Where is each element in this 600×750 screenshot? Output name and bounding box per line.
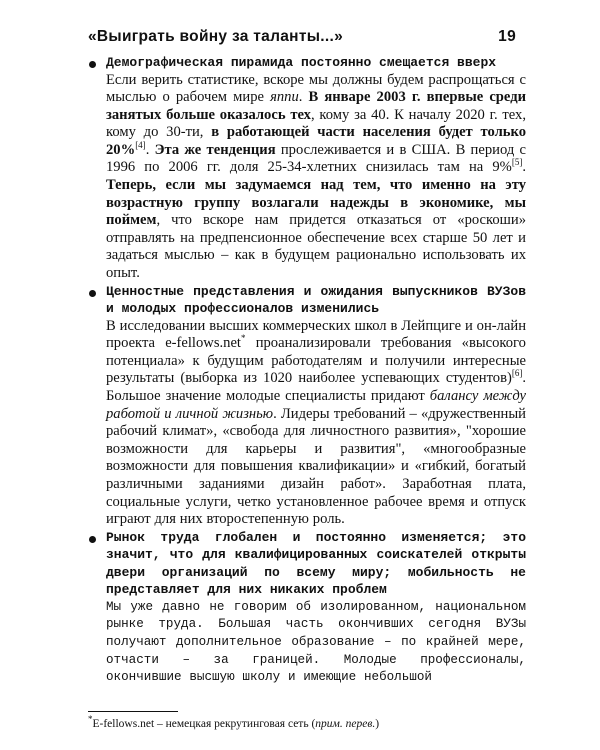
running-title: «Выиграть войну за таланты...» (88, 28, 343, 45)
page-number: 19 (498, 28, 516, 45)
italic-run: балансу между работой и личной жизнью (106, 388, 527, 422)
item-heading: Рынок труда глобален и постоянно изменяется; это значит, что для квалифицированных соискателей открыты двери организаций по всему миру; мобильность не представляет для них никаких проблем (106, 529, 526, 598)
item-paragraph: Мы уже давно не говорим об изолированном, национальном рынке труда. Большая часть окончивших сегодня ВУЗы получают дополнительное образование – по крайней мере, отчасти – за границей. Молодые профессионалы, окончившие высшую школу и имеющие небольшой (106, 599, 526, 685)
list-item (88, 529, 526, 687)
bold-run: В январе 2003 г. впервые среди занятых больше оказалось тех (106, 89, 526, 123)
footnote (88, 714, 528, 731)
text-run: . (522, 159, 526, 176)
list-item (88, 283, 526, 529)
text-run: . Большое значение молодые специалисты придают (106, 370, 526, 404)
reference-marker: [5] (511, 157, 523, 168)
footnote-marker: * (88, 714, 93, 725)
bold-run: в работающей части населения будет только 20% (106, 124, 526, 158)
italic-run: яппи (270, 89, 299, 106)
text-run: . (145, 141, 155, 158)
item-paragraph (106, 72, 526, 283)
bullet-icon (89, 61, 96, 68)
text-run: проанализировали требования «высокого потенциала» к будущим работодателям и получили интересные результаты (выборка из 1020 наиболее успевающих студентов) (106, 335, 526, 387)
text-run: , кому за 40. К началу 2020 г. тех, кому до 30-ти, (106, 106, 526, 141)
footnote-italic: прим. перев. (315, 718, 376, 730)
text-run: . (298, 89, 309, 106)
bullet-list (88, 54, 526, 687)
text-run: , что вскоре нам придется отказаться от «роскоши» отправлять на предпенсионное обеспечение всех старше 50 лет и задаться мыслью – как в будущем рационально использовать их опыт. (106, 212, 526, 282)
bullet-icon (89, 536, 96, 543)
running-header (88, 28, 526, 54)
item-heading: Ценностные представления и ожидания выпускников ВУЗов и молодых профессионалов изменились (106, 283, 526, 317)
footnote-text: ) (375, 718, 380, 730)
book-page (88, 28, 526, 687)
bold-run: Эта же тенденция (154, 141, 276, 158)
text-run: В исследовании высших коммерческих школ в Лейпциге и он-лайн проекта e-fellows.net (106, 317, 526, 352)
reference-marker: [6] (511, 368, 523, 379)
footnote-divider (88, 711, 178, 712)
text-run: . Лидеры требований – «дружественный рабочий климат», «свобода для личностного развития», "хорошие возможности для карьеры и развития", «многообразные возможности для повышения квалификации» и «гибкий, богатый различными заданиями дизайн работ». Заработная плата, социальные услуги, четко установленное рабочее время и отпуск играют для них второстепенную роль. (106, 405, 526, 528)
list-item (88, 54, 526, 283)
item-paragraph (106, 318, 526, 529)
bullet-icon (89, 290, 96, 297)
text-run: Если верить статистике, вскоре мы должны будем распрощаться с мыслью о рабочем мире (106, 71, 526, 106)
item-heading: Демографическая пирамида постоянно смещается вверх (106, 55, 497, 70)
footnote-text: E-fellows.net – немецкая рекрутинговая сеть ( (92, 718, 316, 730)
reference-marker: [4] (135, 140, 146, 151)
bold-run: Теперь, если мы задумаемся над тем, что именно на эту возрастную группу возлагали надежды в экономике, мы поймем (106, 177, 526, 229)
text-run: прослеживается и в США. В период с 1996 по 2006 гг. доля 25-34-хлетних снизилась там на 9% (106, 141, 527, 176)
footnote-marker: * (240, 333, 246, 344)
